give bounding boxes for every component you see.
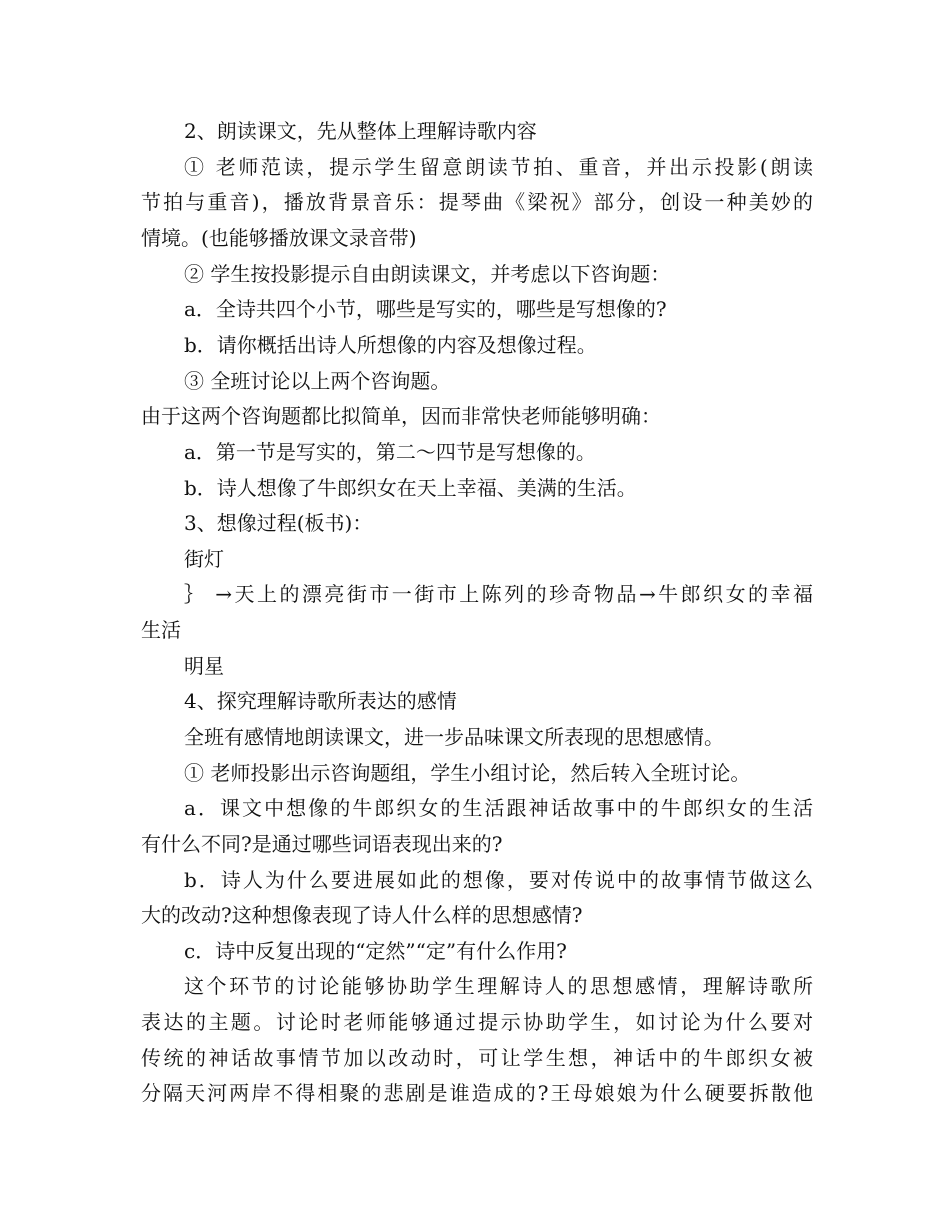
question-line: b．诗人为什么要进展如此的想像，要对传说中的故事情节做这么 [184,868,813,892]
question-line: 大的改动?这种想像表现了诗人什么样的思想感情? [141,903,583,927]
board-flow-line: 生活 [141,618,181,642]
paragraph-line: 全班有感情地朗读课文，进一步品味课文所表现的思想感情。 [184,725,724,749]
heading-imagination-process: 3、想像过程(板书)： [184,511,373,535]
question-line: 有什么不同?是通过哪些词语表现出来的? [141,832,503,856]
paragraph-line: ② 学生按投影提示自由朗读课文，并考虑以下咨询题： [184,262,671,286]
paragraph-line: 传统的神话故事情节加以改动时，可让学生想，神话中的牛郎织女被 [141,1046,813,1070]
paragraph-line: 由于这两个咨询题都比拟简单，因而非常快老师能够明确： [141,404,661,428]
question-line: c．诗中反复出现的“定然”“定”有什么作用? [184,939,567,963]
paragraph-line: ① 老师范读，提示学生留意朗读节拍、重音，并出示投影(朗读 [184,155,813,179]
paragraph-line: 节拍与重音)，播放背景音乐：提琴曲《梁祝》部分，创设一种美妙的 [141,190,813,214]
paragraph-line: ③ 全班讨论以上两个咨询题。 [184,369,451,393]
answer-line: b．诗人想像了牛郎织女在天上幸福、美满的生活。 [184,476,637,500]
paragraph-line: ① 老师投影出示咨询题组，学生小组讨论，然后转入全班讨论。 [184,761,751,785]
question-line: a．课文中想像的牛郎织女的生活跟神话故事中的牛郎织女的生活 [184,796,813,820]
answer-line: a．第一节是写实的，第二～四节是写想像的。 [184,440,596,464]
paragraph-line: 分隔天河两岸不得相聚的悲剧是谁造成的?王母娘娘为什么硬要拆散他 [141,1081,813,1105]
paragraph-line: 表达的主题。讨论时老师能够通过提示协助学生，如讨论为什么要对 [141,1010,813,1034]
paragraph-line: 情境。(也能够播放课文录音带) [141,226,417,250]
question-line: b．请你概括出诗人所想像的内容及想像过程。 [184,333,597,357]
question-line: a．全诗共四个小节，哪些是写实的，哪些是写想像的? [184,297,667,321]
board-item-streetlight: 街灯 [184,547,224,571]
board-item-star: 明星 [184,654,224,678]
paragraph-line: 这个环节的讨论能够协助学生理解诗人的思想感情，理解诗歌所 [184,974,813,998]
heading-reading: 2、朗读课文，先从整体上理解诗歌内容 [184,119,537,143]
board-flow-line: ｝ →天上的漂亮街市一街市上陈列的珍奇物品→牛郎织女的幸福 [184,582,813,606]
heading-emotion: 4、探究理解诗歌所表达的感情 [184,689,457,713]
